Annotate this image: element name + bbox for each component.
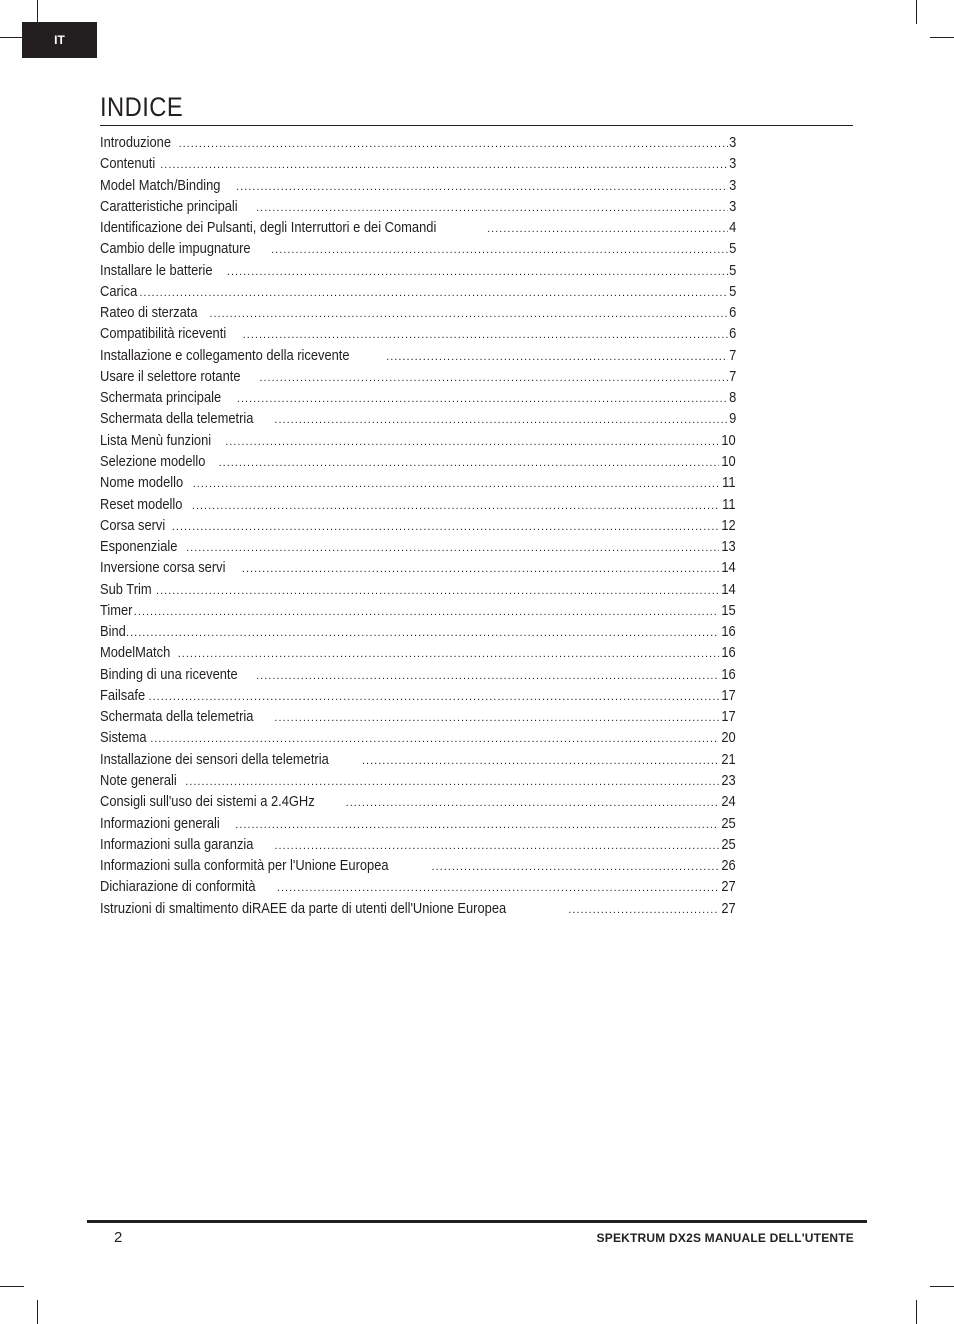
toc-entry-page: 5 bbox=[728, 282, 736, 300]
toc-entry-page: 9 bbox=[728, 410, 736, 428]
toc-leader-dots bbox=[242, 559, 719, 578]
toc-leader-dots bbox=[186, 538, 719, 557]
toc-leader-dots bbox=[277, 878, 719, 897]
toc-entry[interactable] bbox=[100, 153, 736, 174]
page-title: INDICE bbox=[100, 92, 184, 122]
toc-leader-dots bbox=[346, 793, 720, 812]
toc-entry-label: Carica bbox=[100, 282, 138, 300]
toc-entry-label: Lista Menù funzioni bbox=[100, 431, 212, 449]
toc-entry[interactable] bbox=[100, 515, 736, 536]
toc-entry-label: Schermata principale bbox=[100, 389, 222, 407]
toc-entry[interactable] bbox=[100, 706, 736, 727]
toc-entry[interactable] bbox=[100, 749, 736, 770]
toc-entry-page: 10 bbox=[721, 431, 736, 449]
footer-divider bbox=[87, 1220, 867, 1223]
toc-entry-label: Schermata della telemetria bbox=[100, 410, 254, 428]
toc-entry-page: 3 bbox=[728, 197, 736, 215]
toc-entry[interactable] bbox=[100, 217, 736, 238]
toc-entry-page: 25 bbox=[721, 814, 736, 832]
toc-leader-dots bbox=[192, 496, 721, 515]
toc-entry-label: Informazioni generali bbox=[100, 814, 220, 832]
toc-entry-page: 7 bbox=[728, 367, 736, 385]
toc-leader-dots bbox=[568, 900, 719, 919]
toc-entry-page: 16 bbox=[721, 644, 736, 662]
toc-leader-dots bbox=[156, 581, 719, 600]
toc-entry[interactable] bbox=[100, 132, 736, 153]
toc-leader-dots bbox=[274, 836, 719, 855]
toc-entry-label: Sistema bbox=[100, 729, 147, 747]
toc-entry[interactable] bbox=[100, 281, 736, 302]
toc-leader-dots bbox=[386, 347, 727, 366]
crop-mark bbox=[930, 37, 954, 38]
toc-entry-label: Corsa servi bbox=[100, 516, 166, 534]
toc-entry[interactable] bbox=[100, 876, 736, 897]
toc-entry[interactable] bbox=[100, 579, 736, 600]
toc-leader-dots bbox=[432, 857, 720, 876]
page-number: 2 bbox=[114, 1229, 123, 1246]
toc-leader-dots bbox=[274, 708, 719, 727]
toc-leader-dots bbox=[487, 219, 728, 238]
toc-entry[interactable] bbox=[100, 621, 736, 642]
toc-entry-page: 14 bbox=[721, 580, 736, 598]
toc-leader-dots bbox=[126, 623, 719, 642]
toc-entry-label: Selezione modello bbox=[100, 452, 206, 470]
toc-leader-dots bbox=[150, 729, 719, 748]
toc-entry-page: 17 bbox=[721, 708, 736, 726]
toc-entry-label: Informazioni sulla garanzia bbox=[100, 835, 254, 853]
toc-entry-page: 21 bbox=[721, 750, 736, 768]
toc-leader-dots bbox=[236, 177, 728, 196]
toc-entry[interactable] bbox=[100, 664, 736, 685]
toc-entry-label: Consigli sull'uso dei sistemi a 2.4GHz bbox=[100, 793, 315, 811]
toc-entry-page: 23 bbox=[721, 771, 736, 789]
toc-entry-label: Reset modello bbox=[100, 495, 183, 513]
toc-entry[interactable] bbox=[100, 813, 736, 834]
toc-leader-dots bbox=[185, 772, 719, 791]
toc-leader-dots bbox=[139, 283, 727, 302]
crop-mark bbox=[37, 1300, 38, 1324]
toc-entry[interactable] bbox=[100, 175, 736, 196]
toc-leader-dots bbox=[256, 198, 728, 217]
toc-entry-label: Rateo di sterzata bbox=[100, 304, 198, 322]
table-of-contents bbox=[100, 132, 736, 919]
toc-entry[interactable] bbox=[100, 855, 736, 876]
toc-entry-label: Model Match/Binding bbox=[100, 176, 221, 194]
toc-entry-label: Sub Trim bbox=[100, 580, 152, 598]
toc-entry-page: 14 bbox=[721, 559, 736, 577]
toc-entry-label: Introduzione bbox=[100, 134, 172, 151]
toc-entry-label: Istruzioni di smaltimento diRAEE da parte di utenti dell'Unione Europea bbox=[100, 899, 507, 917]
toc-entry[interactable] bbox=[100, 387, 736, 408]
crop-mark bbox=[916, 0, 917, 24]
toc-entry[interactable] bbox=[100, 685, 736, 706]
toc-entry-label: Identificazione dei Pulsanti, degli Interruttori e dei Comandi bbox=[100, 219, 437, 237]
toc-entry[interactable] bbox=[100, 557, 736, 578]
toc-entry-page: 20 bbox=[721, 729, 736, 747]
manual-title: SPEKTRUM DX2S MANUALE DELL'UTENTE bbox=[596, 1231, 854, 1245]
toc-leader-dots bbox=[362, 751, 719, 770]
toc-leader-dots bbox=[274, 410, 727, 429]
toc-entry[interactable] bbox=[100, 260, 736, 281]
toc-entry-page: 25 bbox=[721, 835, 736, 853]
toc-entry-page: 27 bbox=[721, 899, 736, 917]
crop-mark bbox=[0, 1286, 24, 1287]
toc-entry-page: 10 bbox=[721, 452, 736, 470]
toc-entry-page: 5 bbox=[728, 261, 736, 279]
toc-entry[interactable] bbox=[100, 345, 736, 366]
toc-entry-page: 15 bbox=[721, 601, 736, 619]
toc-entry-page: 3 bbox=[728, 134, 736, 151]
toc-entry-label: Note generali bbox=[100, 771, 177, 789]
toc-entry-label: Installazione e collegamento della ricevente bbox=[100, 346, 350, 364]
toc-entry[interactable] bbox=[100, 494, 736, 515]
toc-entry-page: 3 bbox=[728, 155, 736, 173]
toc-entry[interactable] bbox=[100, 238, 736, 259]
toc-entry-page: 27 bbox=[721, 878, 736, 896]
toc-entry-label: ModelMatch bbox=[100, 644, 171, 662]
toc-leader-dots bbox=[225, 432, 719, 451]
title-divider bbox=[100, 125, 853, 126]
toc-entry-page: 6 bbox=[728, 325, 736, 343]
toc-leader-dots bbox=[237, 389, 728, 408]
toc-entry-label: Dichiarazione di conformità bbox=[100, 878, 256, 896]
toc-leader-dots bbox=[219, 453, 720, 472]
toc-leader-dots bbox=[160, 155, 727, 174]
crop-mark bbox=[37, 0, 38, 24]
toc-leader-dots bbox=[172, 517, 719, 536]
toc-entry[interactable] bbox=[100, 366, 736, 387]
toc-entry[interactable] bbox=[100, 302, 736, 323]
toc-entry[interactable] bbox=[100, 323, 736, 344]
toc-entry-page: 13 bbox=[721, 538, 736, 556]
toc-leader-dots bbox=[178, 644, 720, 663]
toc-entry-label: Failsafe bbox=[100, 686, 146, 704]
toc-entry-page: 26 bbox=[721, 857, 736, 875]
toc-leader-dots bbox=[209, 304, 727, 323]
toc-entry-label: Installazione dei sensori della telemetria bbox=[100, 750, 329, 768]
toc-entry-page: 6 bbox=[728, 304, 736, 322]
toc-entry-label: Compatibilità riceventi bbox=[100, 325, 227, 343]
toc-entry-label: Inversione corsa servi bbox=[100, 559, 226, 577]
toc-leader-dots bbox=[149, 687, 720, 706]
toc-entry[interactable] bbox=[100, 898, 736, 919]
toc-entry[interactable] bbox=[100, 451, 736, 472]
toc-entry[interactable] bbox=[100, 727, 736, 748]
crop-mark bbox=[0, 37, 24, 38]
toc-entry-page: 5 bbox=[728, 240, 736, 258]
toc-entry-label: Bind bbox=[100, 623, 126, 641]
toc-entry-page: 12 bbox=[721, 516, 736, 534]
toc-entry[interactable] bbox=[100, 770, 736, 791]
toc-entry-page: 4 bbox=[728, 219, 736, 237]
toc-entry[interactable] bbox=[100, 642, 736, 663]
toc-leader-dots bbox=[235, 815, 719, 834]
toc-leader-dots bbox=[259, 368, 727, 387]
toc-entry[interactable] bbox=[100, 791, 736, 812]
toc-leader-dots bbox=[271, 240, 728, 259]
toc-entry-page: 11 bbox=[722, 495, 736, 513]
toc-leader-dots bbox=[134, 602, 720, 621]
toc-entry-page: 3 bbox=[728, 176, 736, 194]
toc-entry-label: Informazioni sulla conformità per l'Unione Europea bbox=[100, 857, 389, 875]
language-tab: IT bbox=[22, 22, 97, 58]
toc-entry-label: Caratteristiche principali bbox=[100, 197, 238, 215]
toc-entry-label: Timer bbox=[100, 601, 133, 619]
toc-entry[interactable] bbox=[100, 834, 736, 855]
toc-entry[interactable] bbox=[100, 408, 736, 429]
toc-entry-label: Contenuti bbox=[100, 155, 156, 173]
toc-entry-label: Binding di una ricevente bbox=[100, 665, 238, 683]
toc-entry-page: 16 bbox=[721, 665, 736, 683]
toc-entry-page: 17 bbox=[721, 686, 736, 704]
toc-entry[interactable] bbox=[100, 472, 736, 493]
toc-leader-dots bbox=[193, 474, 721, 493]
toc-entry[interactable] bbox=[100, 600, 736, 621]
toc-entry-label: Nome modello bbox=[100, 474, 184, 492]
toc-entry-label: Esponenziale bbox=[100, 538, 178, 556]
crop-mark bbox=[916, 1300, 917, 1324]
toc-entry-page: 16 bbox=[721, 623, 736, 641]
toc-leader-dots bbox=[256, 666, 719, 685]
toc-entry-page: 8 bbox=[728, 389, 736, 407]
toc-entry[interactable] bbox=[100, 536, 736, 557]
toc-entry-label: Usare il selettore rotante bbox=[100, 367, 241, 385]
toc-leader-dots bbox=[227, 262, 728, 281]
toc-entry-page: 24 bbox=[721, 793, 736, 811]
toc-entry-label: Installare le batterie bbox=[100, 261, 213, 279]
toc-leader-dots bbox=[243, 325, 728, 344]
toc-leader-dots bbox=[179, 134, 728, 153]
toc-entry-page: 7 bbox=[728, 346, 736, 364]
toc-entry[interactable] bbox=[100, 196, 736, 217]
toc-entry-label: Schermata della telemetria bbox=[100, 708, 254, 726]
toc-entry-label: Cambio delle impugnature bbox=[100, 240, 251, 258]
crop-mark bbox=[930, 1286, 954, 1287]
toc-entry-page: 11 bbox=[722, 474, 736, 492]
toc-entry[interactable] bbox=[100, 430, 736, 451]
